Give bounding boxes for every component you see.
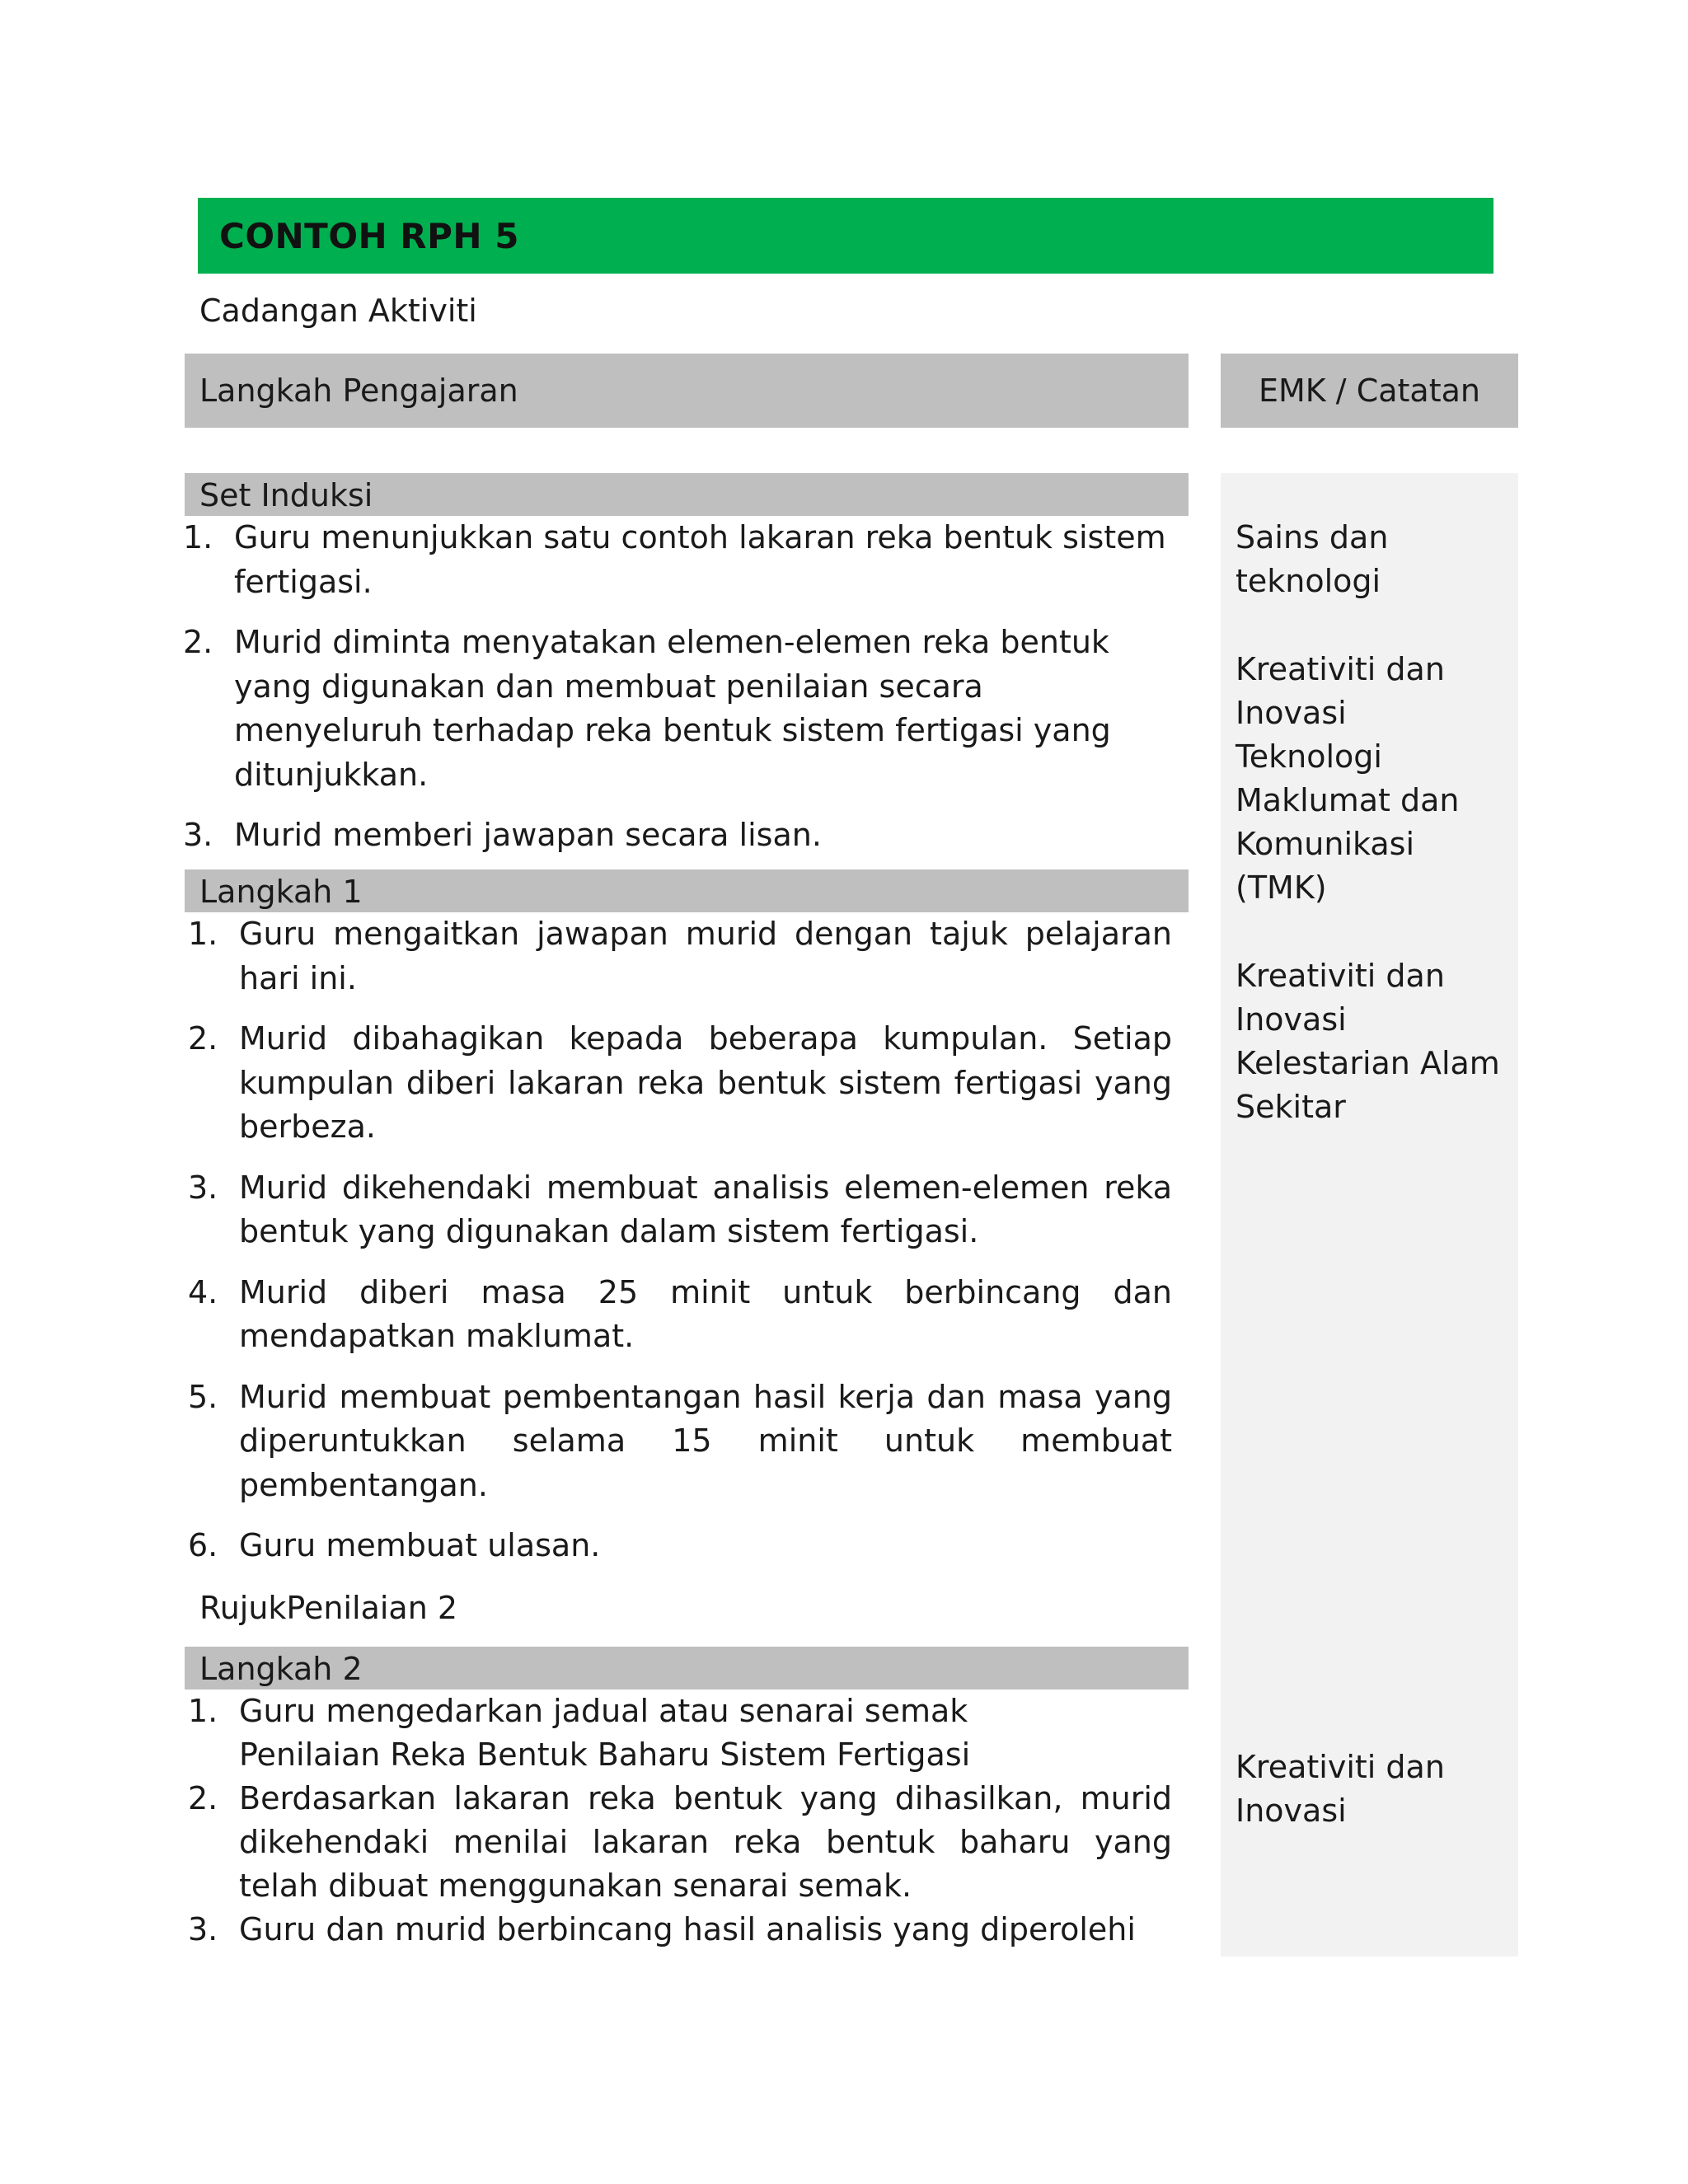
list-number: 3. (188, 1911, 218, 1947)
header-langkah-pengajaran: Langkah Pengajaran (185, 354, 1189, 428)
list-item (183, 1376, 1172, 1508)
emk-line: Sains dan (1236, 519, 1389, 555)
emk-block-2 (1236, 648, 1503, 910)
list-number: 1. (188, 1693, 218, 1729)
list-text: Murid dibahagikan kepada beberapa kumpulan. Setiap kumpulan diberi lakaran reka bentuk sistem fertigasi yang berbeza. (239, 1020, 1172, 1145)
emk-column (1221, 473, 1518, 1957)
list-number: 6. (188, 1527, 218, 1563)
emk-line: teknologi (1236, 563, 1381, 599)
list-text: Murid memberi jawapan secara lisan. (234, 817, 822, 853)
set-induksi-list (183, 516, 1172, 858)
list-item (183, 1017, 1172, 1150)
page-title: CONTOH RPH 5 (219, 215, 519, 256)
list-text: Guru membuat ulasan. (239, 1527, 601, 1563)
emk-line: Inovasi (1236, 695, 1347, 731)
list-text: Guru menunjukkan satu contoh lakaran reka bentuk sistem fertigasi. (234, 519, 1166, 600)
list-number: 1. (183, 519, 213, 555)
list-number: 2. (188, 1020, 218, 1057)
list-item (183, 1777, 1172, 1908)
emk-line: Kelestarian Alam (1236, 1045, 1500, 1081)
list-number: 1. (188, 916, 218, 952)
emk-line: Kreativiti dan (1236, 958, 1445, 994)
list-text: Murid dikehendaki membuat analisis elemen-elemen reka bentuk yang digunakan dalam sistem fertigasi. (239, 1169, 1172, 1249)
emk-line: Komunikasi (TMK) (1236, 826, 1414, 906)
emk-line: Inovasi (1236, 1001, 1347, 1038)
list-item (183, 813, 1172, 858)
list-item (183, 1908, 1172, 1952)
emk-block-3 (1236, 954, 1503, 1129)
emk-block-1 (1236, 516, 1503, 603)
emk-line: Inovasi (1236, 1793, 1347, 1829)
list-item (183, 1271, 1172, 1359)
subtitle: Cadangan Aktiviti (199, 293, 477, 329)
list-number: 4. (188, 1273, 218, 1310)
list-item (183, 621, 1172, 797)
section-heading-langkah-2: Langkah 2 (185, 1647, 1189, 1690)
header-emk-catatan: EMK / Catatan (1221, 354, 1518, 428)
emk-line: Maklumat dan (1236, 782, 1460, 818)
section-heading-langkah-1: Langkah 1 (185, 869, 1189, 912)
list-text: Guru mengaitkan jawapan murid dengan tajuk pelajaran hari ini. (239, 916, 1172, 996)
list-number: 3. (188, 1169, 218, 1206)
list-text: Guru mengedarkan jadual atau senarai semak Penilaian Reka Bentuk Baharu Sistem Fertigasi (239, 1693, 971, 1773)
list-text: Berdasarkan lakaran reka bentuk yang dihasilkan, murid dikehendaki menilai lakaran reka bentuk baharu yang telah dibuat menggunakan senarai semak. (239, 1780, 1172, 1904)
list-item (183, 1524, 1172, 1568)
emk-line: Kreativiti dan (1236, 1749, 1445, 1785)
langkah-1-list (183, 912, 1172, 1568)
list-number: 2. (188, 1780, 218, 1816)
emk-line: Sekitar (1236, 1089, 1346, 1125)
list-text: Murid diminta menyatakan elemen-elemen reka bentuk yang digunakan dan membuat penilaian secara menyeluruh terhadap reka bentuk sistem fertigasi yang ditunjukkan. (234, 624, 1111, 793)
emk-line: Teknologi (1236, 738, 1382, 775)
langkah-2-list (183, 1690, 1172, 1952)
assessment-reference: RujukPenilaian 2 (199, 1590, 458, 1626)
list-item (183, 1690, 1172, 1777)
section-heading-set-induksi: Set Induksi (185, 473, 1189, 516)
list-item (183, 516, 1172, 604)
emk-block-4 (1236, 1746, 1503, 1833)
list-item (183, 912, 1172, 1001)
list-text: Guru dan murid berbincang hasil analisis yang diperolehi (239, 1911, 1136, 1947)
list-number: 3. (183, 817, 213, 853)
list-number: 2. (183, 624, 213, 660)
list-text: Murid membuat pembentangan hasil kerja dan masa yang diperuntukkan selama 15 minit untuk membuat pembentangan. (239, 1378, 1172, 1503)
list-item (183, 1166, 1172, 1254)
title-banner (198, 198, 1493, 274)
list-number: 5. (188, 1378, 218, 1415)
emk-line: Kreativiti dan (1236, 651, 1445, 687)
list-text: Murid diberi masa 25 minit untuk berbincang dan mendapatkan maklumat. (239, 1273, 1172, 1354)
